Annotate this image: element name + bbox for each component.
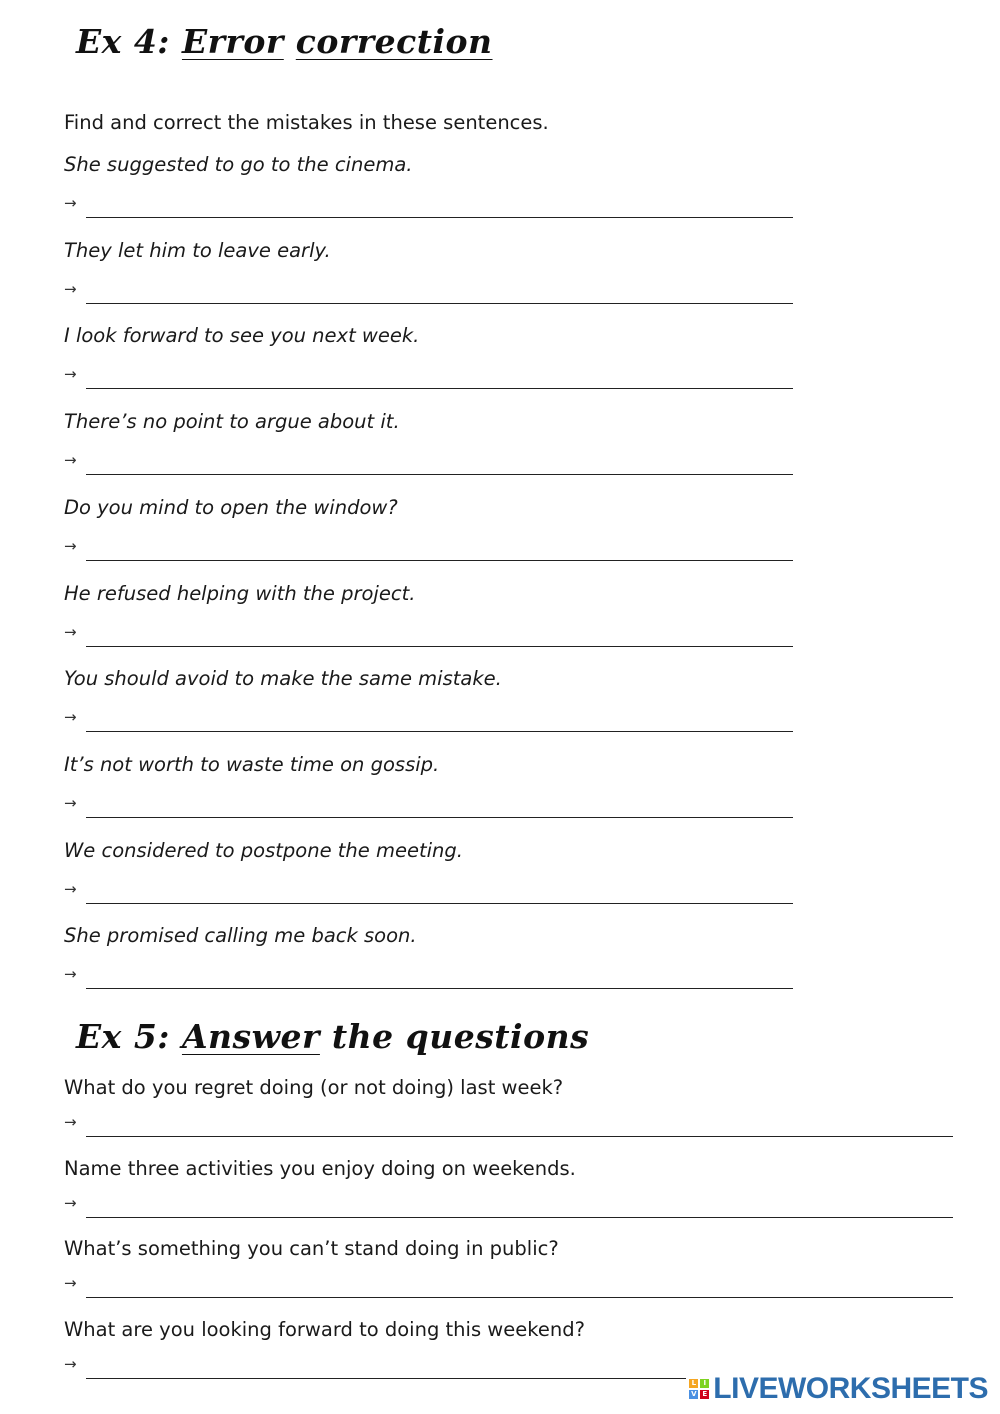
ex4-answer-blank[interactable] — [86, 903, 793, 904]
arrow-icon: → — [64, 194, 77, 212]
ex5-heading-word2: the questions — [331, 1017, 590, 1056]
ex4-answer-blank[interactable] — [86, 303, 793, 304]
ex4-heading-prefix: Ex 4: — [76, 22, 182, 61]
ex5-heading — [76, 1017, 589, 1056]
arrow-icon: → — [64, 965, 77, 984]
ex4-sentence: There’s no point to argue about it. — [64, 410, 400, 434]
ex4-answer-row[interactable] — [64, 879, 793, 904]
liveworksheets-logo-text: LIVEWORKSHEETS — [713, 1372, 988, 1405]
ex4-instruction: Find and correct the mistakes in these sentences. — [64, 111, 549, 134]
ex4-answer-blank[interactable] — [86, 731, 793, 732]
ex5-question: What’s something you can’t stand doing in public? — [64, 1237, 559, 1261]
ex4-answer-row[interactable] — [64, 793, 793, 818]
ex4-answer-row[interactable] — [64, 367, 793, 389]
ex4-answer-blank[interactable] — [86, 560, 793, 561]
ex4-sentence: We considered to postpone the meeting. — [64, 838, 463, 862]
ex5-answer-blank[interactable] — [86, 1217, 953, 1218]
logo-mark-square: V — [691, 1390, 697, 1398]
logo-mark-square: L — [689, 1379, 698, 1388]
arrow-icon: → — [64, 793, 77, 812]
ex5-answer-row[interactable] — [64, 1357, 686, 1379]
ex5-question: What do you regret doing (or not doing) last week? — [64, 1076, 564, 1099]
ex4-answer-blank[interactable] — [86, 988, 793, 989]
logo-mark-square: I — [700, 1379, 709, 1388]
ex4-sentence: He refused helping with the project. — [64, 581, 416, 605]
liveworksheets-logo — [689, 1374, 988, 1404]
ex4-sentence: She suggested to go to the cinema. — [64, 153, 413, 176]
arrow-icon: → — [64, 536, 77, 555]
ex4-answer-blank[interactable] — [86, 217, 793, 218]
ex4-sentence: You should avoid to make the same mistake. — [64, 667, 502, 691]
ex4-answer-row[interactable] — [64, 967, 793, 989]
ex5-answer-row[interactable] — [64, 1193, 953, 1218]
ex5-answer-blank[interactable] — [86, 1136, 953, 1137]
ex5-answer-row[interactable] — [64, 1115, 953, 1137]
ex4-answer-blank[interactable] — [86, 646, 793, 647]
ex4-answer-blank[interactable] — [86, 817, 793, 818]
arrow-icon: → — [64, 1113, 77, 1131]
ex5-answer-blank[interactable] — [86, 1297, 953, 1298]
ex5-answer-blank[interactable] — [86, 1378, 686, 1379]
arrow-icon: → — [64, 365, 77, 384]
ex4-sentence: I look forward to see you next week. — [64, 324, 420, 348]
ex4-answer-blank[interactable] — [86, 388, 793, 389]
arrow-icon: → — [64, 879, 77, 898]
ex4-sentence: She promised calling me back soon. — [64, 924, 417, 948]
ex4-answer-blank[interactable] — [86, 474, 793, 475]
ex4-heading-word2: correction — [295, 22, 493, 61]
ex4-answer-row[interactable] — [64, 622, 793, 647]
ex5-question: Name three activities you enjoy doing on weekends. — [64, 1156, 576, 1180]
liveworksheets-logo-mark-icon — [689, 1379, 709, 1399]
ex4-answer-row[interactable] — [64, 453, 793, 475]
arrow-icon: → — [64, 622, 77, 641]
ex4-sentence: Do you mind to open the window? — [64, 495, 398, 519]
ex4-answer-row[interactable] — [64, 196, 793, 218]
arrow-icon: → — [64, 1193, 77, 1212]
ex5-question: What are you looking forward to doing this weekend? — [64, 1318, 585, 1342]
ex4-answer-row[interactable] — [64, 710, 793, 732]
arrow-icon: → — [64, 708, 77, 727]
arrow-icon: → — [64, 1274, 77, 1293]
ex5-answer-row[interactable] — [64, 1276, 953, 1298]
arrow-icon: → — [64, 1355, 77, 1374]
arrow-icon: → — [64, 279, 77, 298]
ex4-answer-row[interactable] — [64, 279, 793, 304]
arrow-icon: → — [64, 451, 77, 470]
ex5-heading-word1: Answer — [181, 1017, 320, 1056]
ex5-heading-prefix: Ex 5: — [76, 1017, 182, 1056]
ex4-answer-row[interactable] — [64, 536, 793, 561]
ex4-sentence: They let him to leave early. — [64, 238, 331, 262]
ex4-sentence: It’s not worth to waste time on gossip. — [64, 752, 440, 776]
logo-mark-square: E — [700, 1390, 709, 1399]
ex4-heading — [76, 22, 493, 61]
ex4-heading-word1: Error — [181, 22, 284, 61]
